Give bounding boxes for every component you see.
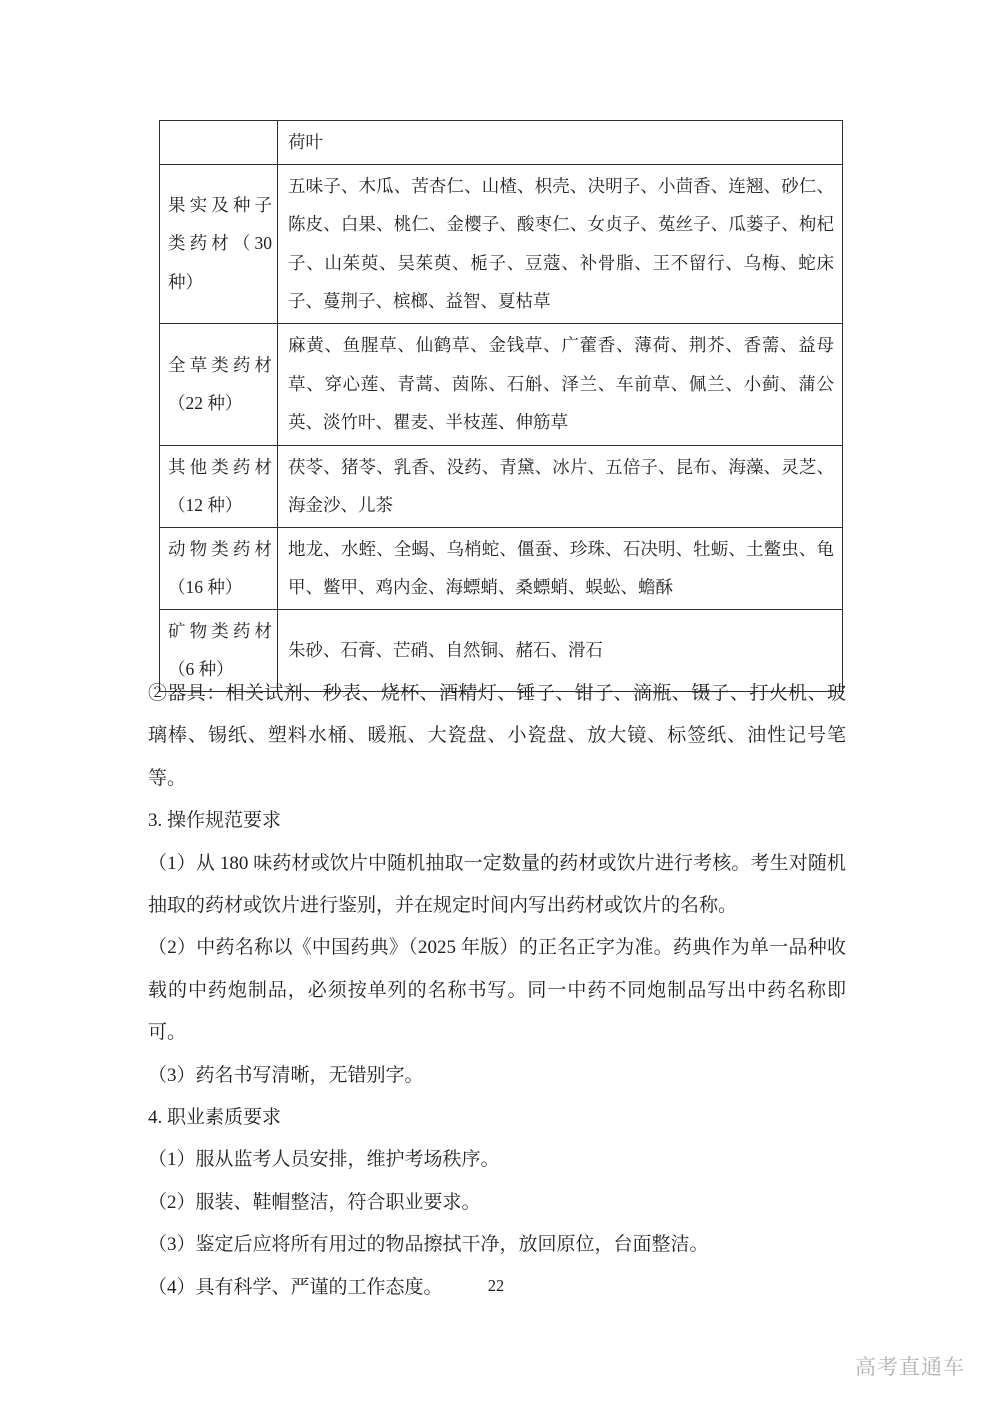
category-cell: 矿物类药材（6 种） (160, 609, 278, 691)
category-cell: 其他类药材（12 种） (160, 445, 278, 527)
category-cell: 动物类药材（16 种） (160, 527, 278, 609)
heading-operation-rules: 3. 操作规范要求 (148, 810, 282, 832)
body-text (148, 673, 846, 1309)
paragraph-quality-3: （3）鉴定后应将所有用过的物品擦拭干净，放回原位，台面整洁。 (148, 1234, 709, 1256)
items-cell: 荷叶 (278, 121, 843, 165)
items-cell: 地龙、水蛭、全蝎、乌梢蛇、僵蚕、珍珠、石决明、牡蛎、土鳖虫、龟甲、鳖甲、鸡内金、海螵蛸、桑螵蛸、蜈蚣、蟾酥 (278, 527, 843, 609)
page-number: 22 (487, 1276, 505, 1295)
table-row (160, 527, 843, 609)
items-cell: 五味子、木瓜、苦杏仁、山楂、枳壳、决明子、小茴香、连翘、砂仁、陈皮、白果、桃仁、金樱子、酸枣仁、女贞子、菟丝子、瓜蒌子、枸杞子、山茱萸、吴茱萸、栀子、豆蔻、补骨脂、王不留行、乌梅、蛇床子、蔓荆子、槟榔、益智、夏枯草 (278, 164, 843, 323)
paragraph-quality-2: （2）服装、鞋帽整洁，符合职业要求。 (148, 1191, 481, 1213)
watermark-text: 高考直通车 (855, 1356, 965, 1379)
category-cell (160, 121, 278, 165)
category-cell: 果实及种子类药材（30 种） (160, 164, 278, 323)
table-row (160, 121, 843, 165)
paragraph-equipment: ②器具：相关试剂、秒表、烧杯、酒精灯、锤子、钳子、滴瓶、镊子、打火机、玻璃棒、锡纸、塑料水桶、暖瓶、大瓷盘、小瓷盘、放大镜、标签纸、油性记号笔等。 (148, 683, 846, 789)
paragraph-rule-1: （1）从 180 味药材或饮片中随机抽取一定数量的药材或饮片进行考核。考生对随机抽取的药材或饮片进行鉴别，并在规定时间内写出药材或饮片的名称。 (148, 852, 846, 917)
heading-professional-quality: 4. 职业素质要求 (148, 1107, 282, 1129)
table-row (160, 323, 843, 445)
items-cell: 茯苓、猪苓、乳香、没药、青黛、冰片、五倍子、昆布、海藻、灵芝、海金沙、儿茶 (278, 445, 843, 527)
table-row (160, 445, 843, 527)
medicine-category-table (159, 120, 843, 692)
paragraph-quality-4: （4）具有科学、严谨的工作态度。 (148, 1276, 443, 1298)
paragraph-quality-1: （1）服从监考人员安排，维护考场秩序。 (148, 1149, 500, 1171)
items-cell: 麻黄、鱼腥草、仙鹤草、金钱草、广藿香、薄荷、荆芥、香薷、益母草、穿心莲、青蒿、茵陈、石斛、泽兰、车前草、佩兰、小蓟、蒲公英、淡竹叶、瞿麦、半枝莲、伸筋草 (278, 323, 843, 445)
category-cell: 全草类药材（22 种） (160, 323, 278, 445)
items-cell: 朱砂、石膏、芒硝、自然铜、赭石、滑石 (278, 609, 843, 691)
paragraph-rule-3: （3）药名书写清晰，无错别字。 (148, 1064, 424, 1086)
table-row (160, 164, 843, 323)
paragraph-rule-2: （2）中药名称以《中国药典》（2025 年版）的正名正字为准。药典作为单一品种收载的中药炮制品，必须按单列的名称书写。同一中药不同炮制品写出中药名称即可。 (148, 937, 846, 1044)
